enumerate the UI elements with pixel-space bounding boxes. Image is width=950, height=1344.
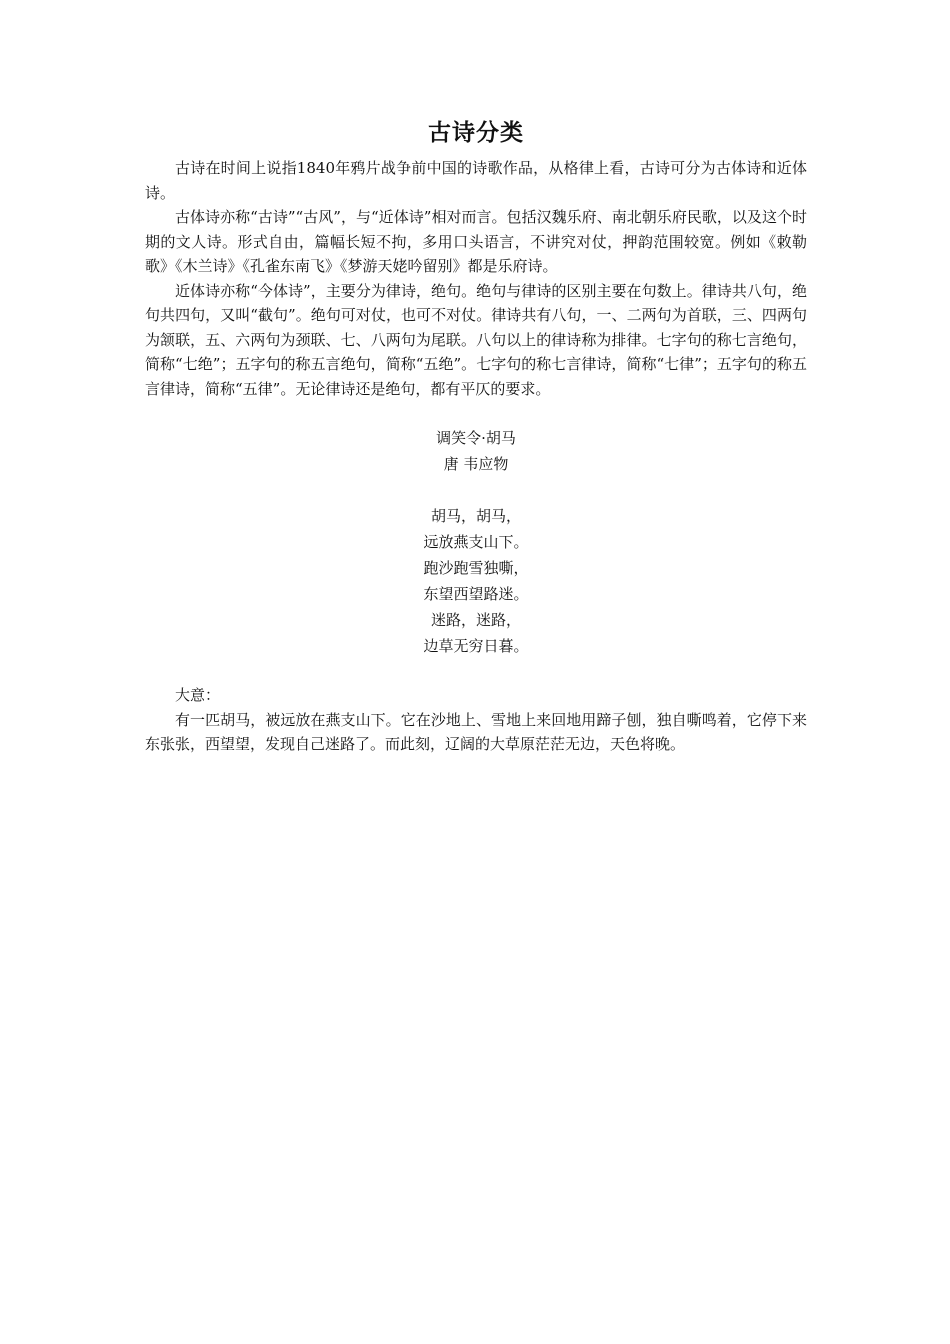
poem-line: 跑沙跑雪独嘶， <box>423 559 529 577</box>
poem-line: 迷路，迷路， <box>430 611 521 629</box>
document-page <box>145 116 807 757</box>
spacer <box>145 401 807 425</box>
paragraph-modern-style: 近体诗亦称“今体诗”，主要分为律诗，绝句。绝句与律诗的区别主要在句数上。律诗共八句，绝句共四句，又叫“截句”。绝句可对仗，也可不对仗。律诗共有八句，一、二两句为首联，三、四两句为颔联，五、六两句为颈联、七、八两句为尾联。八句以上的律诗称为排律。七字句的称七言绝句，简称“七绝”；五字句的称五言绝句，简称“五绝”。七字句的称七言律诗，简称“七律”；五字句的称五言律诗，简称“五律”。无论律诗还是绝句，都有平仄的要求。 <box>145 281 807 398</box>
poem-line: 东望西望路迷。 <box>423 585 529 603</box>
document-title: 古诗分类 <box>428 119 524 146</box>
poem-block <box>145 425 807 659</box>
poem-title: 调笑令·胡马 <box>436 429 516 447</box>
poem-author: 唐 韦应物 <box>443 455 509 473</box>
poem-line: 远放燕支山下。 <box>423 533 529 551</box>
meaning-text: 有一匹胡马，被远放在燕支山下。它在沙地上、雪地上来回地用蹄子刨，独自嘶鸣着，它停下来东张张，西望望，发现自己迷路了。而此刻，辽阔的大草原茫茫无边，天色将晚。 <box>145 710 807 753</box>
paragraph-ancient-style: 古体诗亦称“古诗”“古风”，与“近体诗”相对而言。包括汉魏乐府、南北朝乐府民歌，以及这个时期的文人诗。形式自由，篇幅长短不拘，多用口头语言，不讲究对仗，押韵范围较宽。例如《敕勒歌》《木兰诗》《孔雀东南飞》《梦游天姥吟留别》都是乐府诗。 <box>145 208 807 275</box>
poem-line: 胡马，胡马， <box>430 507 521 525</box>
poem-line: 边草无穷日暮。 <box>423 637 529 655</box>
spacer <box>145 659 807 683</box>
poem-lines <box>145 503 807 659</box>
paragraph-intro: 古诗在时间上说指1840年鸦片战争前中国的诗歌作品，从格律上看，古诗可分为古体诗和近体诗。 <box>145 159 807 202</box>
meaning-label: 大意： <box>175 686 221 704</box>
